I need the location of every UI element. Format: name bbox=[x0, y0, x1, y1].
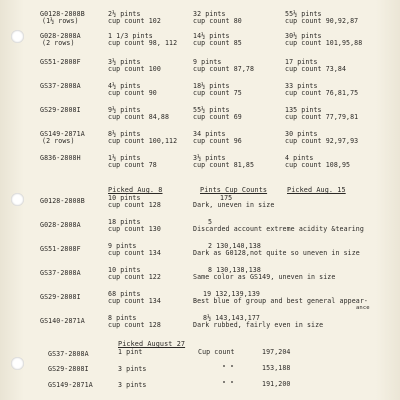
cell: 33 pints bbox=[285, 82, 318, 90]
cell: 9 pints bbox=[108, 242, 137, 250]
cell: 1½ pints bbox=[108, 154, 141, 162]
cell-note: Dark as G0128,not quite so uneven in size bbox=[193, 249, 360, 257]
cell: cup count 102 bbox=[108, 17, 161, 25]
cell: 10 pints bbox=[108, 194, 141, 202]
cell: cup count 122 bbox=[108, 273, 161, 281]
row-code: GS29-2808I bbox=[48, 365, 89, 373]
table-2-header: Picked Aug. 15 bbox=[287, 186, 346, 194]
cell: 153,188 bbox=[262, 364, 291, 372]
row-code: G836-2808H bbox=[40, 154, 81, 162]
cell: " " bbox=[222, 380, 235, 388]
binder-hole-bottom bbox=[11, 357, 24, 370]
cell: cup count 77,79,81 bbox=[285, 113, 359, 121]
cell: cup count 75 bbox=[193, 89, 242, 97]
row-code-note: (1½ rows) bbox=[42, 17, 79, 25]
cell-note-continuation: ance bbox=[356, 305, 370, 311]
cell: cup count 84,88 bbox=[108, 113, 170, 121]
row-code: G0128-2808B bbox=[40, 10, 85, 18]
cell: cup count 108,95 bbox=[285, 161, 351, 169]
cell: 197,204 bbox=[262, 348, 291, 356]
cell: Cup count bbox=[198, 348, 235, 356]
cell-note: Same color as GS149, uneven in size bbox=[193, 273, 336, 281]
cell: 191,200 bbox=[262, 380, 291, 388]
row-code: GS29-2808I bbox=[40, 106, 81, 114]
cell: 4½ pints bbox=[108, 82, 141, 90]
row-code: GS140-2871A bbox=[40, 317, 85, 325]
cell: cup count 128 bbox=[108, 321, 161, 329]
cell-note: Dark, uneven in size bbox=[193, 201, 275, 209]
cell: 3 pints bbox=[118, 365, 147, 373]
row-code: GS37-2808A bbox=[40, 269, 81, 277]
cell: 14½ pints bbox=[193, 32, 230, 40]
cell: cup count 134 bbox=[108, 297, 161, 305]
cell: cup count 90 bbox=[108, 89, 157, 97]
cell: 175 bbox=[220, 194, 233, 202]
row-code: GS37-2808A bbox=[48, 350, 89, 358]
cell: 55½ pints bbox=[193, 106, 230, 114]
cell: " " bbox=[222, 364, 235, 372]
cell: cup count 73,84 bbox=[285, 65, 347, 73]
cell: cup count 92,97,93 bbox=[285, 137, 359, 145]
cell: cup count 128 bbox=[108, 201, 161, 209]
cell: 8½ 143,143,177 bbox=[203, 314, 260, 322]
cell: cup count 134 bbox=[108, 249, 161, 257]
row-code: GS149-2871A bbox=[48, 381, 93, 389]
cell: 32 pints bbox=[193, 10, 226, 18]
cell: cup count 69 bbox=[193, 113, 242, 121]
cell: 3½ pints bbox=[108, 58, 141, 66]
cell: 18½ pints bbox=[193, 82, 230, 90]
cell: 1 1/3 pints bbox=[108, 32, 153, 40]
row-code: GS51-2808F bbox=[40, 58, 81, 66]
cell: 30 pints bbox=[285, 130, 318, 138]
row-code: G0128-2808B bbox=[40, 197, 85, 205]
row-code: G028-2808A bbox=[40, 32, 81, 40]
cell: 8½ pints bbox=[108, 130, 141, 138]
binder-hole-middle bbox=[11, 193, 24, 206]
cell: 3 pints bbox=[118, 381, 147, 389]
cell: 10 pints bbox=[108, 266, 141, 274]
row-code: GS51-2808F bbox=[40, 245, 81, 253]
cell: cup count 100,112 bbox=[108, 137, 178, 145]
cell: 9½ pints bbox=[108, 106, 141, 114]
cell: cup count 85 bbox=[193, 39, 242, 47]
row-code: GS37-2808A bbox=[40, 82, 81, 90]
cell: cup count 101,95,88 bbox=[285, 39, 363, 47]
cell: cup count 96 bbox=[193, 137, 242, 145]
cell: 55½ pints bbox=[285, 10, 322, 18]
row-code-note: (2 rows) bbox=[42, 39, 75, 47]
cell: 2 130,140,138 bbox=[208, 242, 261, 250]
cell-note: Best blue of group and best general appear- bbox=[193, 297, 368, 305]
cell-note: Discarded account extreme acidity &tearing bbox=[193, 225, 364, 233]
cell: cup count 87,78 bbox=[193, 65, 255, 73]
cell: cup count 81,85 bbox=[193, 161, 255, 169]
cell: cup count 76,81,75 bbox=[285, 89, 359, 97]
cell: 2½ pints bbox=[108, 10, 141, 18]
cell: cup count 90,92,87 bbox=[285, 17, 359, 25]
row-code: GS149-2871A bbox=[40, 130, 85, 138]
cell: 5 bbox=[208, 218, 213, 226]
cell: cup count 98, 112 bbox=[108, 39, 178, 47]
cell: 19 132,139,139 bbox=[203, 290, 260, 298]
table-3-header: Picked August 27 bbox=[118, 340, 186, 348]
cell: 135 pints bbox=[285, 106, 322, 114]
cell: 34 pints bbox=[193, 130, 226, 138]
cell: 4 pints bbox=[285, 154, 314, 162]
cell-note: Dark rubbed, fairly even in size bbox=[193, 321, 324, 329]
cell: 8 130,138,138 bbox=[208, 266, 261, 274]
cell: 9 pints bbox=[193, 58, 222, 66]
row-code-note: (2 rows) bbox=[42, 137, 75, 145]
cell: cup count 80 bbox=[193, 17, 242, 25]
cell: 1 pint bbox=[118, 348, 143, 356]
cell: 68 pints bbox=[108, 290, 141, 298]
cell: 30½ pints bbox=[285, 32, 322, 40]
row-code: GS29-2808I bbox=[40, 293, 81, 301]
binder-hole-top bbox=[11, 30, 24, 43]
cell: 8 pints bbox=[108, 314, 137, 322]
cell: 18 pints bbox=[108, 218, 141, 226]
table-2-header: Pints Cup Counts bbox=[200, 186, 268, 194]
row-code: G028-2808A bbox=[40, 221, 81, 229]
cell: cup count 130 bbox=[108, 225, 161, 233]
table-2-header: Picked Aug. 8 bbox=[108, 186, 163, 194]
cell: cup count 78 bbox=[108, 161, 157, 169]
cell: 17 pints bbox=[285, 58, 318, 66]
cell: 3½ pints bbox=[193, 154, 226, 162]
cell: cup count 100 bbox=[108, 65, 161, 73]
